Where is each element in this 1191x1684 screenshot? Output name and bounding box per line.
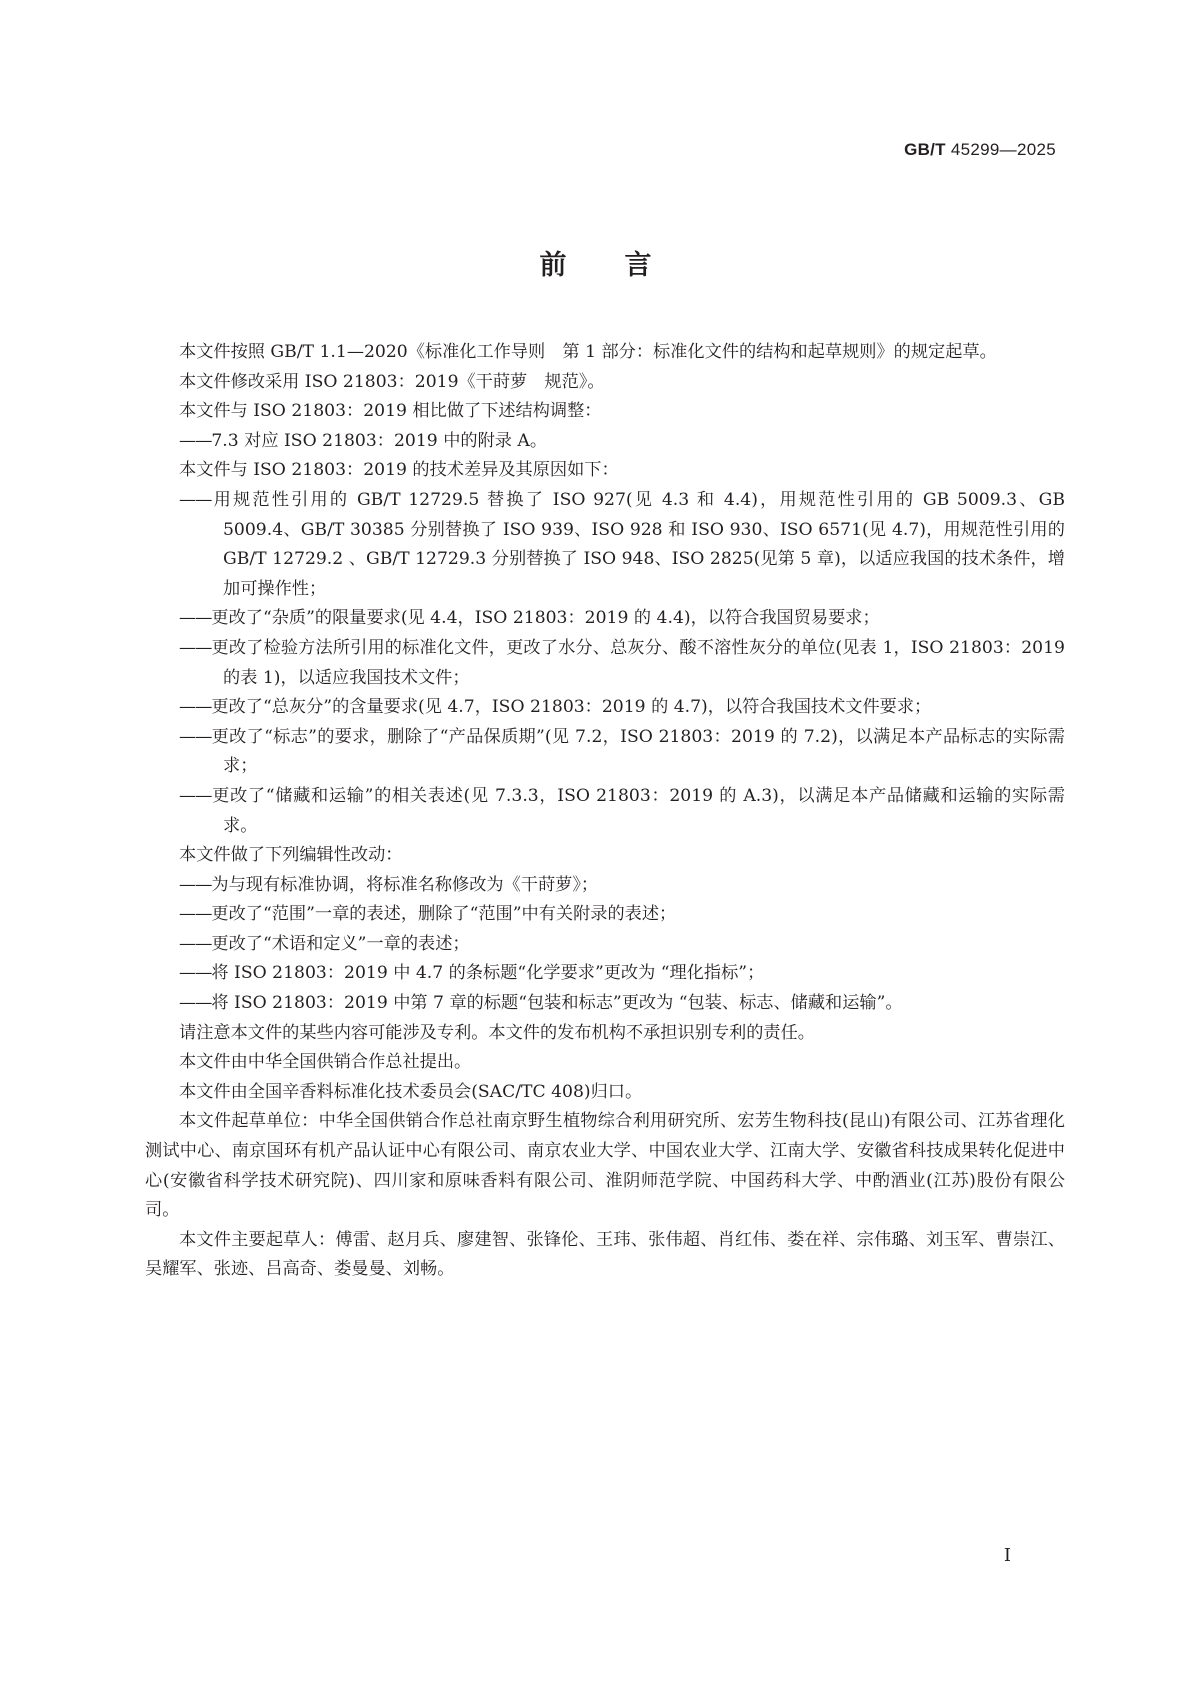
dash-marker: —— [179,430,212,451]
list-item [145,989,1065,1019]
paragraph-proposer: 本文件由中华全国供销合作总社提出。 [179,1052,472,1073]
list-item [145,486,1065,604]
standard-code [904,140,1056,160]
dash-marker: —— [179,608,212,629]
dash-marker: —— [179,963,212,984]
paragraph-committee: 本文件由全国辛香料标准化技术委员会(SAC/TC 408)归口。 [179,1081,643,1102]
dash-marker: —— [179,785,212,806]
standard-code-prefix: GB/T [904,140,946,159]
list-item [145,930,1065,960]
paragraph-drafting-rules: 本文件按照 GB/T 1.1—2020《标准化工作导则 第 1 部分：标准化文件的结构和起草规则》的规定起草。 [179,342,997,362]
dash-marker: —— [179,637,212,658]
paragraph-adoption: 本文件修改采用 ISO 21803：2019《干莳萝 规范》。 [179,371,605,392]
list-item [145,782,1065,841]
dash-marker: —— [179,933,212,954]
page-number: I [1003,1545,1011,1566]
list-item-text: 7.3 对应 ISO 21803：2019 中的附录 A。 [211,430,548,451]
list-item [145,693,1065,723]
list-item-text: 用规范性引用的 GB/T 12729.5 替换了 ISO 927(见 4.3 和 4.4)，用规范性引用的 GB 5009.3、GB 5009.4、GB/T 30385 分别替换了 ISO 939、ISO 928 和 ISO 930、ISO 6571(见 4.7)，用规范性引用的 GB/T 12729.2 、GB/T 12729.3 分别替换了 ISO 948、ISO 2825(见第 5 章)，以适应我国的技术条件，增加可操作性； [211,489,1065,599]
list-item-text: 更改了“标志”的要求，删除了“产品保质期”(见 7.2，ISO 21803：2019 的 7.2)，以满足本产品标志的实际需求； [211,726,1065,777]
list-item-text: 更改了“储藏和运输”的相关表述(见 7.3.3，ISO 21803：2019 的 A.3)，以满足本产品储藏和运输的实际需求。 [211,785,1065,836]
list-item [145,871,1065,901]
paragraph-structure-intro: 本文件与 ISO 21803：2019 相比做了下述结构调整： [179,401,602,422]
standard-code-number: 45299—2025 [945,140,1056,159]
paragraph-drafters: 本文件主要起草人：傅雷、赵月兵、廖建智、张锋伦、王玮、张伟超、肖红伟、娄在祥、宗伟璐、刘玉军、曹崇江、吴耀军、张迹、吕高奇、娄曼曼、刘畅。 [145,1229,1065,1280]
paragraph-technical-intro: 本文件与 ISO 21803：2019 的技术差异及其原因如下： [179,460,619,481]
list-item [145,723,1065,782]
page-title: 前言 [539,250,710,281]
list-item-text: 更改了检验方法所引用的标准化文件，更改了水分、总灰分、酸不溶性灰分的单位(见表 1，ISO 21803：2019 的表 1)，以适应我国技术文件； [211,637,1065,688]
document-body [145,338,1065,1285]
list-item-text: 更改了“范围”一章的表述，删除了“范围”中有关附录的表述； [211,904,677,925]
list-item [145,604,1065,634]
list-item [145,900,1065,930]
paragraph-drafting-units: 本文件起草单位：中华全国供销合作总社南京野生植物综合利用研究所、宏芳生物科技(昆山)有限公司、江苏省理化测试中心、南京国环有机产品认证中心有限公司、南京农业大学、中国农业大学、江南大学、安徽省科技成果转化促进中心(安徽省科学技术研究院)、四川家和原味香料有限公司、淮阴师范学院、中国药科大学、中酌酒业(江苏)股份有限公司。 [145,1111,1065,1221]
list-item [145,634,1065,693]
list-item-text: 将 ISO 21803：2019 中第 7 章的标题“包装和标志”更改为 “包装、标志、储藏和运输”。 [211,993,903,1014]
list-item-text: 更改了“术语和定义”一章的表述； [211,933,470,954]
dash-marker: —— [179,726,212,747]
list-item-text: 将 ISO 21803：2019 中 4.7 的条标题“化学要求”更改为 “理化指标”； [211,963,765,984]
dash-marker: —— [179,874,212,895]
paragraph-patent-notice: 请注意本文件的某些内容可能涉及专利。本文件的发布机构不承担识别专利的责任。 [179,1022,815,1043]
dash-marker: —— [179,489,212,510]
list-item [145,427,1065,457]
list-item-text: 更改了“总灰分”的含量要求(见 4.7，ISO 21803：2019 的 4.7)，以符合我国技术文件要求； [211,697,932,718]
dash-marker: —— [179,993,212,1014]
dash-marker: —— [179,904,212,925]
list-item [145,959,1065,989]
dash-marker: —— [179,697,212,718]
list-item-text: 为与现有标准协调，将标准名称修改为《干莳萝》； [211,874,599,895]
paragraph-editorial-intro: 本文件做了下列编辑性改动： [179,845,403,866]
list-item-text: 更改了“杂质”的限量要求(见 4.4，ISO 21803：2019 的 4.4)，以符合我国贸易要求； [211,608,880,629]
